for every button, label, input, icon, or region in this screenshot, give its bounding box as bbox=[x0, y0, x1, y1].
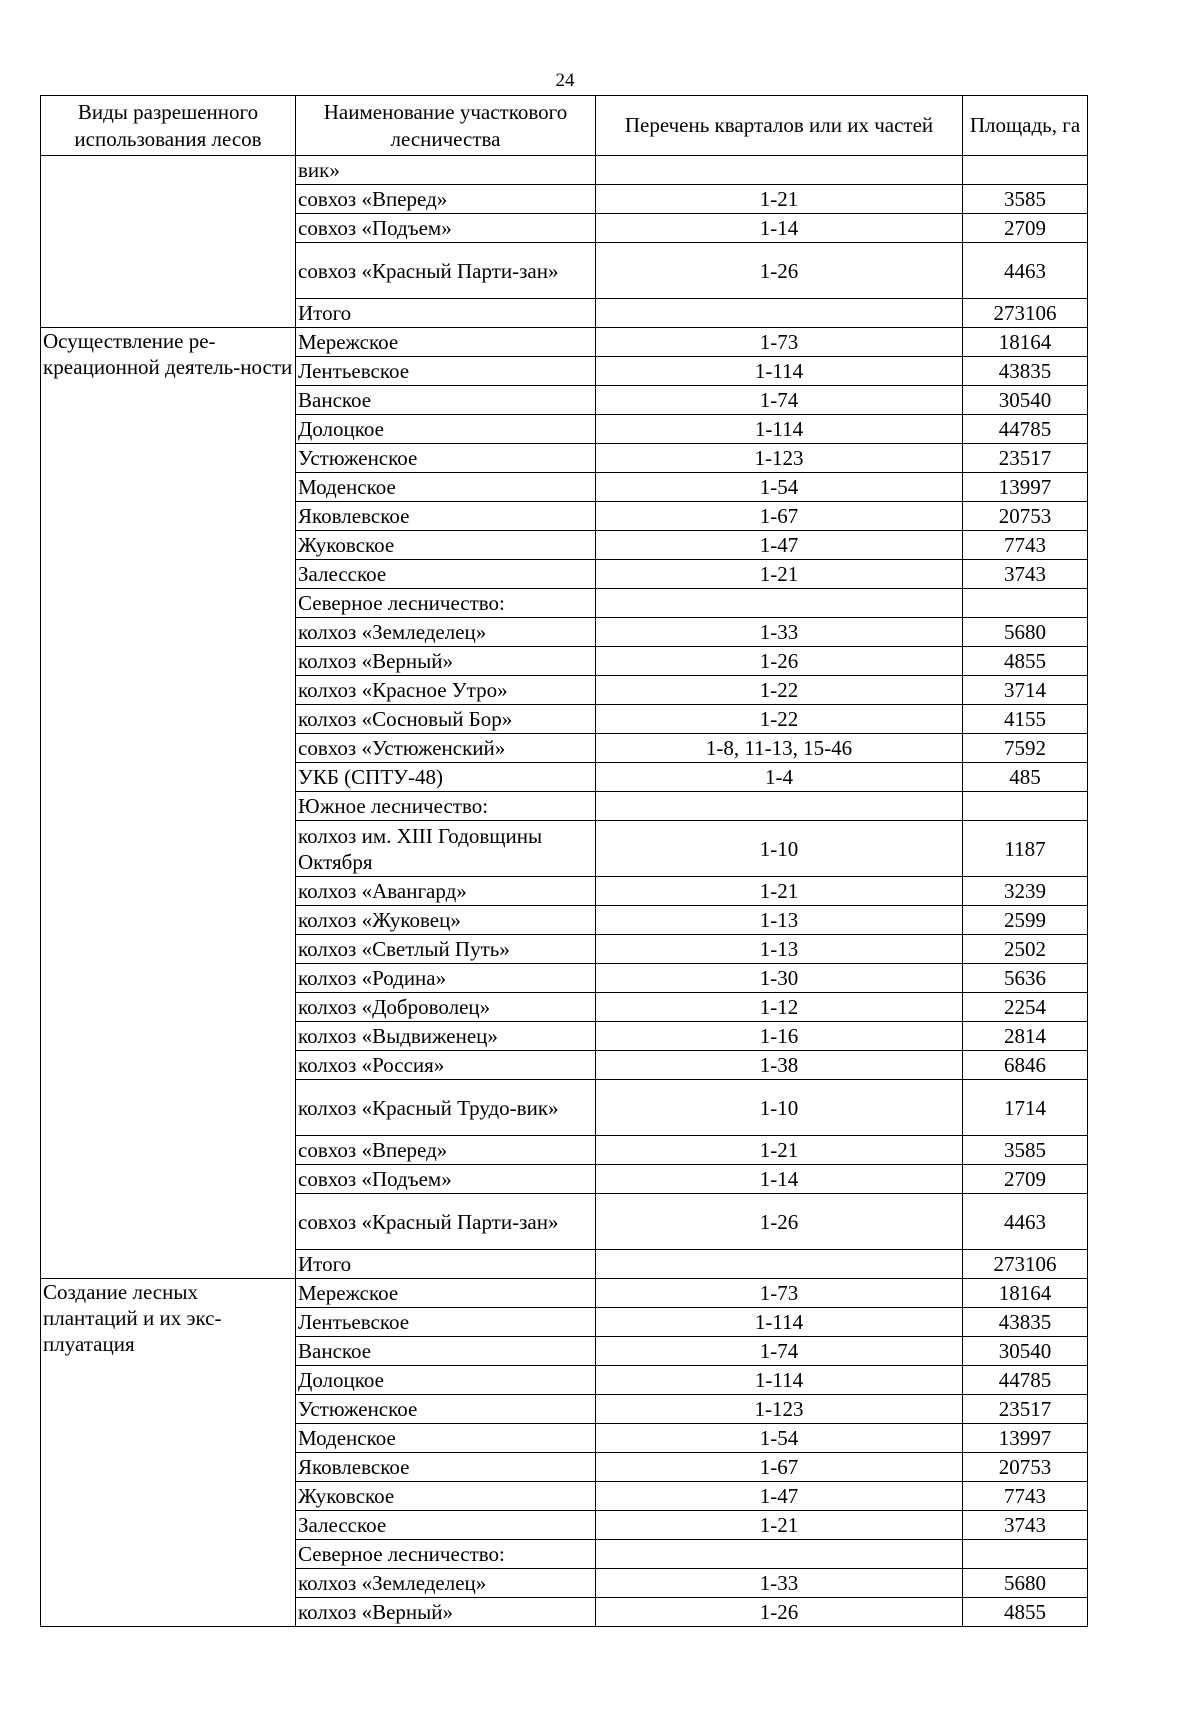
area-cell: 7592 bbox=[963, 734, 1088, 763]
quarters-cell: 1-47 bbox=[596, 1482, 963, 1511]
forestry-name-cell: колхоз «Верный» bbox=[296, 1598, 596, 1627]
forestry-name-cell: Итого bbox=[296, 1250, 596, 1279]
header-quarters: Перечень кварталов или их частей bbox=[596, 96, 963, 156]
area-cell: 2814 bbox=[963, 1022, 1088, 1051]
forestry-name-cell: Итого bbox=[296, 299, 596, 328]
quarters-cell: 1-54 bbox=[596, 473, 963, 502]
table-header-row bbox=[41, 96, 1088, 156]
area-cell: 4855 bbox=[963, 1598, 1088, 1627]
area-cell: 5680 bbox=[963, 618, 1088, 647]
area-cell: 44785 bbox=[963, 415, 1088, 444]
area-cell: 5680 bbox=[963, 1569, 1088, 1598]
quarters-cell: 1-16 bbox=[596, 1022, 963, 1051]
forestry-name-cell: Ванское bbox=[296, 386, 596, 415]
forestry-name-cell: Моденское bbox=[296, 473, 596, 502]
area-cell: 2709 bbox=[963, 214, 1088, 243]
quarters-cell: 1-114 bbox=[596, 1366, 963, 1395]
area-cell: 18164 bbox=[963, 328, 1088, 357]
quarters-cell: 1-26 bbox=[596, 243, 963, 299]
quarters-cell bbox=[596, 589, 963, 618]
use-kind-cell: Осуществление ре-креационной деятель-ности bbox=[41, 328, 296, 1279]
area-cell: 485 bbox=[963, 763, 1088, 792]
forestry-name-cell: совхоз «Подъем» bbox=[296, 1165, 596, 1194]
quarters-cell: 1-22 bbox=[596, 705, 963, 734]
quarters-cell: 1-26 bbox=[596, 647, 963, 676]
quarters-cell: 1-26 bbox=[596, 1598, 963, 1627]
forestry-name-cell: Яковлевское bbox=[296, 1453, 596, 1482]
quarters-cell: 1-73 bbox=[596, 328, 963, 357]
quarters-cell: 1-74 bbox=[596, 1337, 963, 1366]
quarters-cell: 1-13 bbox=[596, 935, 963, 964]
area-cell: 23517 bbox=[963, 1395, 1088, 1424]
header-forestry-name: Наименование участкового лесничества bbox=[296, 96, 596, 156]
forestry-name-cell: Северное лесничество: bbox=[296, 589, 596, 618]
forestry-name-cell: колхоз «Светлый Путь» bbox=[296, 935, 596, 964]
quarters-cell: 1-21 bbox=[596, 877, 963, 906]
forestry-name-cell: Жуковское bbox=[296, 531, 596, 560]
area-cell: 5636 bbox=[963, 964, 1088, 993]
forestry-name-cell: колхоз «Верный» bbox=[296, 647, 596, 676]
area-cell bbox=[963, 1540, 1088, 1569]
forestry-name-cell: Залесское bbox=[296, 560, 596, 589]
area-cell: 3585 bbox=[963, 1136, 1088, 1165]
forestry-name-cell: Долоцкое bbox=[296, 415, 596, 444]
area-cell: 23517 bbox=[963, 444, 1088, 473]
quarters-cell: 1-47 bbox=[596, 531, 963, 560]
forestry-name-cell: колхоз «Доброволец» bbox=[296, 993, 596, 1022]
area-cell: 4463 bbox=[963, 1194, 1088, 1250]
quarters-cell: 1-12 bbox=[596, 993, 963, 1022]
table-body bbox=[41, 156, 1088, 1627]
forestry-name-cell: совхоз «Вперед» bbox=[296, 185, 596, 214]
area-cell: 4463 bbox=[963, 243, 1088, 299]
quarters-cell: 1-114 bbox=[596, 415, 963, 444]
area-cell: 3239 bbox=[963, 877, 1088, 906]
area-cell: 13997 bbox=[963, 1424, 1088, 1453]
forestry-name-cell: совхоз «Устюженский» bbox=[296, 734, 596, 763]
area-cell: 273106 bbox=[963, 299, 1088, 328]
header-use-kind: Виды разрешенного использования лесов bbox=[41, 96, 296, 156]
table-row bbox=[41, 1279, 1088, 1308]
area-cell: 3743 bbox=[963, 1511, 1088, 1540]
area-cell: 7743 bbox=[963, 531, 1088, 560]
forestry-name-cell: Устюженское bbox=[296, 444, 596, 473]
forestry-name-cell: Долоцкое bbox=[296, 1366, 596, 1395]
header-area: Площадь, га bbox=[963, 96, 1088, 156]
quarters-cell: 1-26 bbox=[596, 1194, 963, 1250]
forestry-name-cell: Устюженское bbox=[296, 1395, 596, 1424]
forestry-name-cell: Яковлевское bbox=[296, 502, 596, 531]
area-cell: 7743 bbox=[963, 1482, 1088, 1511]
forestry-name-cell: совхоз «Красный Парти-зан» bbox=[296, 1194, 596, 1250]
quarters-cell: 1-21 bbox=[596, 560, 963, 589]
forestry-name-cell: Жуковское bbox=[296, 1482, 596, 1511]
quarters-cell bbox=[596, 1540, 963, 1569]
forestry-name-cell: колхоз «Россия» bbox=[296, 1051, 596, 1080]
forestry-name-cell: Мережское bbox=[296, 328, 596, 357]
area-cell: 43835 bbox=[963, 1308, 1088, 1337]
quarters-cell bbox=[596, 1250, 963, 1279]
forestry-name-cell: колхоз «Жуковец» bbox=[296, 906, 596, 935]
forestry-name-cell: Южное лесничество: bbox=[296, 792, 596, 821]
forestry-name-cell: вик» bbox=[296, 156, 596, 185]
forest-use-table bbox=[40, 95, 1088, 1627]
area-cell: 20753 bbox=[963, 1453, 1088, 1482]
area-cell: 30540 bbox=[963, 1337, 1088, 1366]
quarters-cell: 1-4 bbox=[596, 763, 963, 792]
quarters-cell: 1-21 bbox=[596, 1511, 963, 1540]
quarters-cell bbox=[596, 156, 963, 185]
quarters-cell: 1-21 bbox=[596, 1136, 963, 1165]
area-cell: 30540 bbox=[963, 386, 1088, 415]
area-cell: 4155 bbox=[963, 705, 1088, 734]
quarters-cell: 1-14 bbox=[596, 214, 963, 243]
quarters-cell: 1-123 bbox=[596, 1395, 963, 1424]
area-cell: 13997 bbox=[963, 473, 1088, 502]
quarters-cell: 1-14 bbox=[596, 1165, 963, 1194]
area-cell: 1714 bbox=[963, 1080, 1088, 1136]
area-cell: 273106 bbox=[963, 1250, 1088, 1279]
quarters-cell: 1-73 bbox=[596, 1279, 963, 1308]
quarters-cell: 1-33 bbox=[596, 618, 963, 647]
area-cell bbox=[963, 792, 1088, 821]
quarters-cell: 1-67 bbox=[596, 1453, 963, 1482]
use-kind-cell bbox=[41, 156, 296, 328]
quarters-cell: 1-114 bbox=[596, 1308, 963, 1337]
area-cell: 2599 bbox=[963, 906, 1088, 935]
forestry-name-cell: колхоз «Красный Трудо-вик» bbox=[296, 1080, 596, 1136]
forestry-name-cell: совхоз «Подъем» bbox=[296, 214, 596, 243]
area-cell: 43835 bbox=[963, 357, 1088, 386]
forestry-name-cell: колхоз «Красное Утро» bbox=[296, 676, 596, 705]
use-kind-cell: Создание лесных плантаций и их экс-плуатация bbox=[41, 1279, 296, 1627]
quarters-cell: 1-10 bbox=[596, 821, 963, 877]
forestry-name-cell: Ванское bbox=[296, 1337, 596, 1366]
forestry-name-cell: Моденское bbox=[296, 1424, 596, 1453]
quarters-cell: 1-38 bbox=[596, 1051, 963, 1080]
forestry-name-cell: колхоз «Земледелец» bbox=[296, 1569, 596, 1598]
area-cell: 2502 bbox=[963, 935, 1088, 964]
area-cell: 2709 bbox=[963, 1165, 1088, 1194]
area-cell: 3585 bbox=[963, 185, 1088, 214]
forestry-name-cell: Северное лесничество: bbox=[296, 1540, 596, 1569]
table-row bbox=[41, 328, 1088, 357]
quarters-cell bbox=[596, 299, 963, 328]
quarters-cell: 1-114 bbox=[596, 357, 963, 386]
area-cell: 44785 bbox=[963, 1366, 1088, 1395]
forestry-name-cell: УКБ (СПТУ-48) bbox=[296, 763, 596, 792]
area-cell: 18164 bbox=[963, 1279, 1088, 1308]
quarters-cell: 1-30 bbox=[596, 964, 963, 993]
quarters-cell: 1-8, 11-13, 15-46 bbox=[596, 734, 963, 763]
forestry-name-cell: колхоз «Сосновый Бор» bbox=[296, 705, 596, 734]
area-cell: 4855 bbox=[963, 647, 1088, 676]
forestry-name-cell: колхоз «Выдвиженец» bbox=[296, 1022, 596, 1051]
forestry-name-cell: колхоз «Земледелец» bbox=[296, 618, 596, 647]
quarters-cell: 1-10 bbox=[596, 1080, 963, 1136]
quarters-cell: 1-54 bbox=[596, 1424, 963, 1453]
area-cell bbox=[963, 156, 1088, 185]
area-cell: 3714 bbox=[963, 676, 1088, 705]
area-cell: 3743 bbox=[963, 560, 1088, 589]
forestry-name-cell: совхоз «Вперед» bbox=[296, 1136, 596, 1165]
forestry-name-cell: Залесское bbox=[296, 1511, 596, 1540]
area-cell: 2254 bbox=[963, 993, 1088, 1022]
quarters-cell: 1-22 bbox=[596, 676, 963, 705]
area-cell bbox=[963, 589, 1088, 618]
area-cell: 20753 bbox=[963, 502, 1088, 531]
page-number: 24 bbox=[555, 70, 575, 91]
forestry-name-cell: колхоз им. XIII Годовщины Октября bbox=[296, 821, 596, 877]
area-cell: 1187 bbox=[963, 821, 1088, 877]
area-cell: 6846 bbox=[963, 1051, 1088, 1080]
quarters-cell: 1-21 bbox=[596, 185, 963, 214]
forestry-name-cell: Мережское bbox=[296, 1279, 596, 1308]
table-row bbox=[41, 156, 1088, 185]
quarters-cell: 1-123 bbox=[596, 444, 963, 473]
quarters-cell: 1-67 bbox=[596, 502, 963, 531]
forestry-name-cell: колхоз «Авангард» bbox=[296, 877, 596, 906]
quarters-cell: 1-33 bbox=[596, 1569, 963, 1598]
quarters-cell: 1-13 bbox=[596, 906, 963, 935]
forestry-name-cell: совхоз «Красный Парти-зан» bbox=[296, 243, 596, 299]
quarters-cell bbox=[596, 792, 963, 821]
forestry-name-cell: колхоз «Родина» bbox=[296, 964, 596, 993]
forestry-name-cell: Лентьевское bbox=[296, 1308, 596, 1337]
forestry-name-cell: Лентьевское bbox=[296, 357, 596, 386]
quarters-cell: 1-74 bbox=[596, 386, 963, 415]
